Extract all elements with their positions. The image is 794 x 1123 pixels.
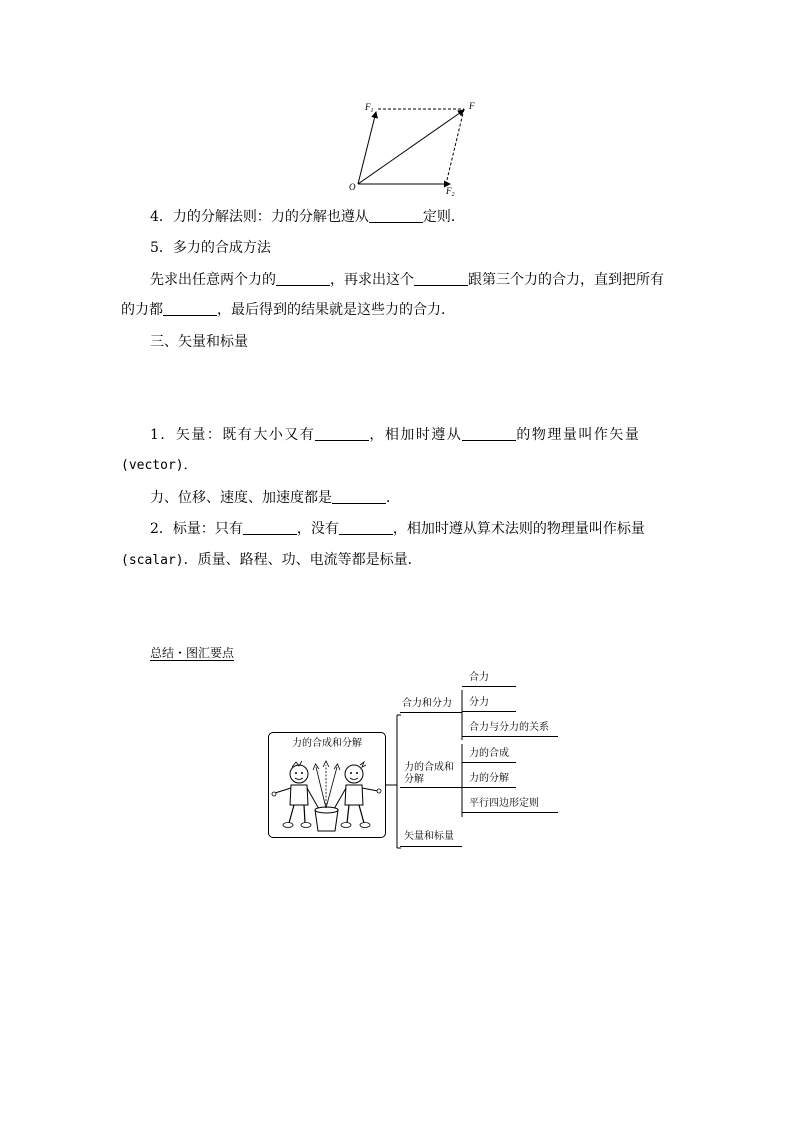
children-pushing-cart-illustration [271,753,383,835]
force-parallelogram-diagram [340,95,490,200]
leaf-underline [462,812,558,813]
item4-line: 4．力的分解法则：力的分解也遵从 定则． [150,209,465,225]
mindmap-branch-vector-scalar: 矢量和标量 [404,831,454,842]
blank[interactable] [462,426,516,441]
item5-paragraph-line1: 先求出任意两个力的 ，再求出这个 跟第三个力的合力，直到把所有 [150,272,664,288]
vector-line3: 力、位移、速度、加速度都是 ． [150,490,400,506]
mindmap-leaf: 力的合成 [469,748,509,759]
leaf-underline [462,762,516,763]
scalar-line2: (scalar)．质量、路程、功、电流等都是标量． [121,552,422,568]
branch1-to-children-line [462,714,463,715]
blank[interactable] [369,208,423,223]
branch3-underline [400,846,462,847]
scalar-line1: 2．标量：只有 ，没有 ，相加时遵从算术法则的物理量叫作标量 [150,521,645,537]
blank[interactable] [163,301,217,316]
blank[interactable] [243,520,297,535]
mindmap-leaf: 平行四边形定则 [469,798,539,809]
mindmap-branch-composition-decomposition-line2: 分解 [404,774,424,785]
leaf-underline [462,736,558,737]
f1-label: $F_1$ [365,102,374,114]
summary-title: 总结・图汇要点 [150,646,235,660]
f-label: F [469,101,475,111]
vector-line2: (vector)． [121,458,197,473]
mindmap-root-box [268,732,386,838]
blank[interactable] [339,520,393,535]
origin-label: O [349,182,356,192]
leaf-underline [462,711,516,712]
leaf-underline [462,787,516,788]
blank[interactable] [414,271,468,286]
item5-paragraph-line2: 的力都 ，最后得到的结果就是这些力的合力． [121,302,455,318]
mindmap-branch-composition-decomposition: 力的合成和 [404,762,454,773]
leaf-underline [462,686,516,687]
item5-heading: 5．多力的合成方法 [150,240,271,256]
branch1-underline [400,712,462,713]
blank[interactable] [315,426,369,441]
blank[interactable] [276,271,330,286]
mindmap-branch-resultant-and-component: 合力和分力 [402,698,452,709]
mindmap-leaf: 合力与分力的关系 [469,722,549,733]
mindmap-leaf: 分力 [469,697,489,708]
section3-heading: 三、矢量和标量 [150,334,248,350]
mindmap-leaf: 力的分解 [469,773,509,784]
vector-line1: 1．矢量：既有大小又有 ，相加时遵从 的物理量叫作矢量 [150,427,641,443]
f2-label: $F_2$ [446,186,455,198]
blank[interactable] [332,489,386,504]
mindmap-root-label: 力的合成和分解 [292,738,362,749]
branch2-underline [400,787,462,788]
mindmap-leaf: 合力 [469,672,489,683]
